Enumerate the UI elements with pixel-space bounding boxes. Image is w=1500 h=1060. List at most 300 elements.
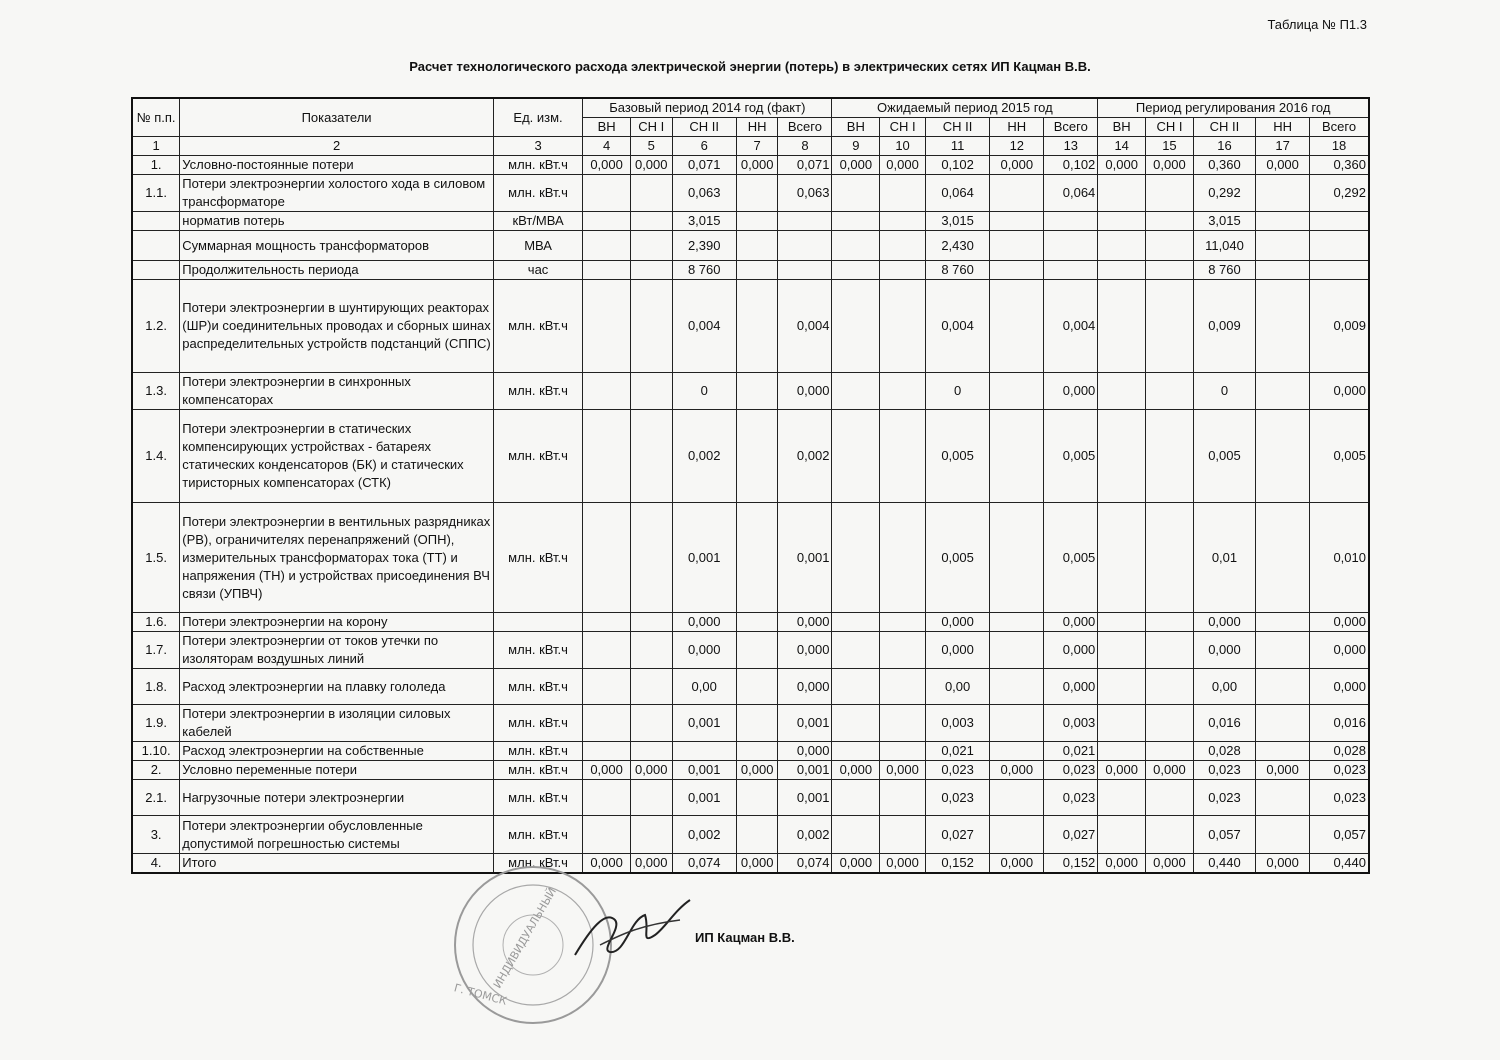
header-period-2016: Период регулирования 2016 год: [1098, 98, 1369, 118]
row-value: [1044, 212, 1098, 231]
row-indicator: Нагрузочные потери электроэнергии: [180, 780, 494, 816]
row-value: 0,028: [1310, 742, 1369, 761]
row-value: 0,001: [672, 503, 736, 613]
row-value: 0,000: [672, 632, 736, 669]
row-value: 0,000: [990, 761, 1044, 780]
table-row: [132, 175, 1369, 212]
row-value: 0,010: [1310, 503, 1369, 613]
header-level: НН: [736, 118, 778, 137]
row-value: [1098, 261, 1146, 280]
table-row: [132, 816, 1369, 854]
row-value: [990, 669, 1044, 705]
row-value: [736, 261, 778, 280]
row-value: [1256, 780, 1310, 816]
header-column-number: 7: [736, 137, 778, 156]
row-value: [832, 742, 880, 761]
row-value: [990, 816, 1044, 854]
row-value: [736, 816, 778, 854]
row-value: 0,000: [778, 613, 832, 632]
header-level: СН I: [630, 118, 672, 137]
row-value: [880, 503, 926, 613]
header-indicators: Показатели: [180, 98, 494, 137]
header-column-number: 11: [925, 137, 989, 156]
row-value: 0,000: [880, 156, 926, 175]
row-indicator: Потери электроэнергии обусловленные допустимой погрешностью системы: [180, 816, 494, 854]
row-value: 0,000: [1098, 761, 1146, 780]
row-value: 0,000: [630, 761, 672, 780]
row-value: [1146, 669, 1194, 705]
header-column-number: 14: [1098, 137, 1146, 156]
row-value: 0,004: [1044, 280, 1098, 373]
row-value: 0,292: [1193, 175, 1255, 212]
row-value: [736, 373, 778, 410]
row-unit: [493, 613, 582, 632]
table-row: [132, 212, 1369, 231]
row-value: 0,001: [672, 705, 736, 742]
row-unit: кВт/МВА: [493, 212, 582, 231]
row-value: 0,000: [832, 854, 880, 874]
header-level: НН: [990, 118, 1044, 137]
row-unit: млн. кВт.ч: [493, 669, 582, 705]
header-column-number: 2: [180, 137, 494, 156]
row-value: [990, 175, 1044, 212]
row-value: [1256, 231, 1310, 261]
row-value: [990, 212, 1044, 231]
row-value: [990, 742, 1044, 761]
row-value: 0,000: [1310, 632, 1369, 669]
row-value: 11,040: [1193, 231, 1255, 261]
row-value: [1098, 175, 1146, 212]
row-value: 0,005: [1044, 503, 1098, 613]
row-unit: млн. кВт.ч: [493, 175, 582, 212]
row-number: 1.9.: [132, 705, 180, 742]
row-value: 0,360: [1193, 156, 1255, 175]
document-title: Расчет технологического расхода электрической энергии (потерь) в электрических сетях ИП Кацман В.В.: [409, 59, 1091, 74]
header-level: Всего: [1044, 118, 1098, 137]
row-value: [1310, 212, 1369, 231]
row-indicator: Потери электроэнергии в вентильных разрядниках (РВ), ограничителях перенапряжений (ОПН), измерительных трансформаторах тока (ТТ) и напряжения (ТН) и устройствах присоединения ВЧ связи (УПВЧ): [180, 503, 494, 613]
row-value: [1256, 261, 1310, 280]
row-indicator: Потери электроэнергии в шунтирующих реакторах (ШР)и соединительных проводах и сборных шинах распределительных устройств подстанций (СППС): [180, 280, 494, 373]
row-value: 0,000: [1193, 613, 1255, 632]
row-value: [880, 280, 926, 373]
row-value: [832, 705, 880, 742]
row-unit: млн. кВт.ч: [493, 742, 582, 761]
row-value: [1044, 261, 1098, 280]
row-value: 0,064: [925, 175, 989, 212]
row-value: 0,000: [1310, 613, 1369, 632]
row-value: 0,000: [630, 156, 672, 175]
row-value: 0: [925, 373, 989, 410]
row-value: [990, 261, 1044, 280]
row-value: 0,016: [1310, 705, 1369, 742]
row-value: 0,001: [672, 780, 736, 816]
row-value: [630, 632, 672, 669]
row-value: 0,064: [1044, 175, 1098, 212]
row-number: 2.: [132, 761, 180, 780]
row-number: 1.4.: [132, 410, 180, 503]
row-value: [1098, 231, 1146, 261]
row-value: [630, 280, 672, 373]
row-value: 0,00: [1193, 669, 1255, 705]
row-value: [1256, 669, 1310, 705]
header-column-number: 16: [1193, 137, 1255, 156]
row-number: 1.10.: [132, 742, 180, 761]
row-indicator: Условно-постоянные потери: [180, 156, 494, 175]
row-unit: млн. кВт.ч: [493, 854, 582, 874]
row-value: [880, 613, 926, 632]
row-value: 0,002: [672, 816, 736, 854]
header-column-number: 8: [778, 137, 832, 156]
row-value: 0: [1193, 373, 1255, 410]
row-value: 0,028: [1193, 742, 1255, 761]
row-indicator: Условно переменные потери: [180, 761, 494, 780]
row-value: [630, 231, 672, 261]
row-value: [583, 503, 631, 613]
row-value: [778, 261, 832, 280]
row-indicator: Потери электроэнергии в синхронных компенсаторах: [180, 373, 494, 410]
header-level: Всего: [778, 118, 832, 137]
row-value: [736, 669, 778, 705]
row-indicator: Суммарная мощность трансформаторов: [180, 231, 494, 261]
row-value: [778, 212, 832, 231]
row-indicator: норматив потерь: [180, 212, 494, 231]
row-value: 0,102: [1044, 156, 1098, 175]
row-value: 0,440: [1310, 854, 1369, 874]
row-number: 4.: [132, 854, 180, 874]
row-number: 1.5.: [132, 503, 180, 613]
row-value: 0,001: [778, 761, 832, 780]
row-unit: млн. кВт.ч: [493, 705, 582, 742]
row-value: [1146, 261, 1194, 280]
row-value: [1256, 816, 1310, 854]
row-value: 0,003: [1044, 705, 1098, 742]
row-value: [1256, 373, 1310, 410]
header-level: Всего: [1310, 118, 1369, 137]
row-value: [1098, 742, 1146, 761]
row-value: [778, 231, 832, 261]
row-value: [1146, 780, 1194, 816]
row-value: [736, 212, 778, 231]
row-value: 0,000: [1146, 854, 1194, 874]
row-value: 0,000: [736, 761, 778, 780]
row-value: 0,440: [1193, 854, 1255, 874]
signer-name: ИП Кацман В.В.: [695, 930, 795, 945]
row-value: [880, 410, 926, 503]
header-column-number: 9: [832, 137, 880, 156]
row-value: [880, 632, 926, 669]
row-value: 0,000: [1256, 761, 1310, 780]
row-value: [832, 669, 880, 705]
table-row: [132, 280, 1369, 373]
row-value: 0,023: [925, 780, 989, 816]
row-value: 0,002: [778, 410, 832, 503]
row-number: 1.2.: [132, 280, 180, 373]
row-value: [990, 231, 1044, 261]
row-value: [990, 410, 1044, 503]
row-value: 0,000: [1044, 373, 1098, 410]
row-indicator: Потери электроэнергии в изоляции силовых кабелей: [180, 705, 494, 742]
row-value: [1098, 816, 1146, 854]
row-value: [630, 410, 672, 503]
row-value: 0,000: [1044, 613, 1098, 632]
row-value: 0,000: [583, 156, 631, 175]
header-column-number: 3: [493, 137, 582, 156]
row-value: [832, 261, 880, 280]
row-value: 0,000: [832, 761, 880, 780]
row-value: [1098, 632, 1146, 669]
row-value: [583, 231, 631, 261]
header-column-number: 4: [583, 137, 631, 156]
row-value: 0,004: [778, 280, 832, 373]
table-row: [132, 613, 1369, 632]
row-value: 0,000: [925, 632, 989, 669]
row-value: [1310, 261, 1369, 280]
row-value: [1146, 175, 1194, 212]
header-column-number: 18: [1310, 137, 1369, 156]
row-value: 0,000: [1098, 156, 1146, 175]
row-value: [736, 280, 778, 373]
row-value: 0,000: [1146, 156, 1194, 175]
row-value: [832, 503, 880, 613]
row-value: [583, 742, 631, 761]
row-value: 0,009: [1193, 280, 1255, 373]
row-value: 0,000: [736, 854, 778, 874]
row-value: [1256, 705, 1310, 742]
row-value: 0,003: [925, 705, 989, 742]
header-column-number: 12: [990, 137, 1044, 156]
row-value: [1146, 816, 1194, 854]
row-value: [1310, 231, 1369, 261]
row-value: 0,000: [1256, 854, 1310, 874]
row-value: [736, 613, 778, 632]
table-row: [132, 231, 1369, 261]
table-row: [132, 780, 1369, 816]
row-value: [630, 503, 672, 613]
table-row: [132, 705, 1369, 742]
row-value: 0,000: [1044, 669, 1098, 705]
row-value: [1044, 231, 1098, 261]
signature-area: [430, 870, 850, 1030]
row-value: 3,015: [1193, 212, 1255, 231]
header-level: СН II: [1193, 118, 1255, 137]
row-value: 0,005: [925, 410, 989, 503]
row-value: 0,074: [778, 854, 832, 874]
row-value: [736, 780, 778, 816]
row-value: [630, 261, 672, 280]
row-value: [1146, 503, 1194, 613]
table-body: [132, 156, 1369, 874]
row-number: 1.3.: [132, 373, 180, 410]
row-value: [736, 742, 778, 761]
row-unit: млн. кВт.ч: [493, 410, 582, 503]
row-value: [1098, 212, 1146, 231]
header-level: СН II: [672, 118, 736, 137]
row-unit: млн. кВт.ч: [493, 156, 582, 175]
row-value: 0,000: [880, 854, 926, 874]
row-value: 0,000: [1146, 761, 1194, 780]
row-value: [583, 373, 631, 410]
row-value: [1256, 280, 1310, 373]
row-unit: млн. кВт.ч: [493, 761, 582, 780]
row-value: 0,057: [1310, 816, 1369, 854]
row-unit: млн. кВт.ч: [493, 780, 582, 816]
row-value: [1256, 632, 1310, 669]
row-value: 0,01: [1193, 503, 1255, 613]
row-value: [880, 669, 926, 705]
row-value: 0,016: [1193, 705, 1255, 742]
table-row: [132, 503, 1369, 613]
row-value: 0,000: [778, 742, 832, 761]
row-value: 2,430: [925, 231, 989, 261]
row-value: [736, 503, 778, 613]
row-value: [832, 632, 880, 669]
row-value: [1146, 742, 1194, 761]
row-value: [736, 410, 778, 503]
table-number: Таблица № П1.3: [1267, 17, 1367, 32]
row-value: 0,063: [778, 175, 832, 212]
row-value: [880, 373, 926, 410]
row-value: [832, 410, 880, 503]
row-value: 0,005: [1044, 410, 1098, 503]
row-value: 0,023: [1193, 780, 1255, 816]
header-column-number: 6: [672, 137, 736, 156]
row-value: 0,000: [925, 613, 989, 632]
row-value: 0,00: [925, 669, 989, 705]
header-level: СН II: [925, 118, 989, 137]
header-column-number: 17: [1256, 137, 1310, 156]
row-value: [583, 175, 631, 212]
row-value: 0,152: [925, 854, 989, 874]
row-value: 0,023: [925, 761, 989, 780]
header-unit: Ед. изм.: [493, 98, 582, 137]
row-value: [832, 373, 880, 410]
row-value: [832, 280, 880, 373]
row-value: [1256, 503, 1310, 613]
row-value: [1098, 669, 1146, 705]
row-value: 0,360: [1310, 156, 1369, 175]
row-value: [630, 780, 672, 816]
row-value: [630, 669, 672, 705]
row-value: 0,000: [583, 761, 631, 780]
row-value: 0,000: [1193, 632, 1255, 669]
losses-table: [131, 97, 1370, 874]
table-row: [132, 761, 1369, 780]
row-value: [1146, 373, 1194, 410]
row-value: [672, 742, 736, 761]
row-value: [630, 175, 672, 212]
row-value: 2,390: [672, 231, 736, 261]
row-value: 0,152: [1044, 854, 1098, 874]
row-value: 0,000: [832, 156, 880, 175]
row-value: [1146, 212, 1194, 231]
row-value: 0,005: [1310, 410, 1369, 503]
row-value: 0,000: [990, 156, 1044, 175]
row-value: [736, 175, 778, 212]
table-row: [132, 742, 1369, 761]
row-value: 0,001: [778, 780, 832, 816]
row-value: 0,057: [1193, 816, 1255, 854]
row-value: [832, 816, 880, 854]
row-value: [583, 669, 631, 705]
row-indicator: Продолжительность периода: [180, 261, 494, 280]
table-row: [132, 410, 1369, 503]
row-value: [583, 816, 631, 854]
table-row: [132, 261, 1369, 280]
table-row: [132, 373, 1369, 410]
header-column-number: 15: [1146, 137, 1194, 156]
row-value: 0,000: [1310, 669, 1369, 705]
row-value: 0,000: [778, 632, 832, 669]
header-column-number: 5: [630, 137, 672, 156]
row-value: 0,023: [1310, 761, 1369, 780]
row-value: 0,000: [1256, 156, 1310, 175]
row-value: [1146, 705, 1194, 742]
header-level: СН I: [880, 118, 926, 137]
row-value: [880, 742, 926, 761]
table-row: [132, 156, 1369, 175]
row-indicator: Расход электроэнергии на собственные: [180, 742, 494, 761]
row-value: 0,000: [880, 761, 926, 780]
row-value: [880, 816, 926, 854]
row-value: 0,001: [778, 705, 832, 742]
header-no: № п.п.: [132, 98, 180, 137]
row-value: 0,102: [925, 156, 989, 175]
row-value: [1098, 705, 1146, 742]
row-value: [736, 632, 778, 669]
header-level: НН: [1256, 118, 1310, 137]
row-value: [832, 175, 880, 212]
row-value: [583, 280, 631, 373]
row-indicator: Потери электроэнергии в статических компенсирующих устройствах - батареях статических конденсаторов (БК) и статических тиристорных компенсаторах (СТК): [180, 410, 494, 503]
row-value: [880, 175, 926, 212]
row-value: 0,002: [672, 410, 736, 503]
row-value: 3,015: [925, 212, 989, 231]
row-value: 0,000: [1044, 632, 1098, 669]
row-unit: млн. кВт.ч: [493, 373, 582, 410]
row-value: [880, 705, 926, 742]
header-level: ВН: [583, 118, 631, 137]
header-column-numbers-row: [132, 137, 1369, 156]
row-unit: млн. кВт.ч: [493, 503, 582, 613]
row-value: [1256, 212, 1310, 231]
row-value: [880, 231, 926, 261]
row-value: [583, 410, 631, 503]
row-value: 0,023: [1193, 761, 1255, 780]
row-value: [1098, 373, 1146, 410]
header-level: ВН: [1098, 118, 1146, 137]
header-period-2014: Базовый период 2014 год (факт): [583, 98, 832, 118]
row-unit: млн. кВт.ч: [493, 280, 582, 373]
row-value: 0,000: [672, 613, 736, 632]
table-row: [132, 669, 1369, 705]
row-value: [1256, 742, 1310, 761]
row-value: [583, 613, 631, 632]
row-value: [880, 212, 926, 231]
row-value: 3,015: [672, 212, 736, 231]
row-number: 1.: [132, 156, 180, 175]
row-value: [1098, 613, 1146, 632]
row-value: [630, 705, 672, 742]
row-value: 0: [672, 373, 736, 410]
row-value: 0,001: [672, 761, 736, 780]
row-value: [630, 816, 672, 854]
table-row: [132, 632, 1369, 669]
row-value: [630, 742, 672, 761]
row-value: [990, 613, 1044, 632]
row-value: [630, 373, 672, 410]
row-unit: млн. кВт.ч: [493, 816, 582, 854]
